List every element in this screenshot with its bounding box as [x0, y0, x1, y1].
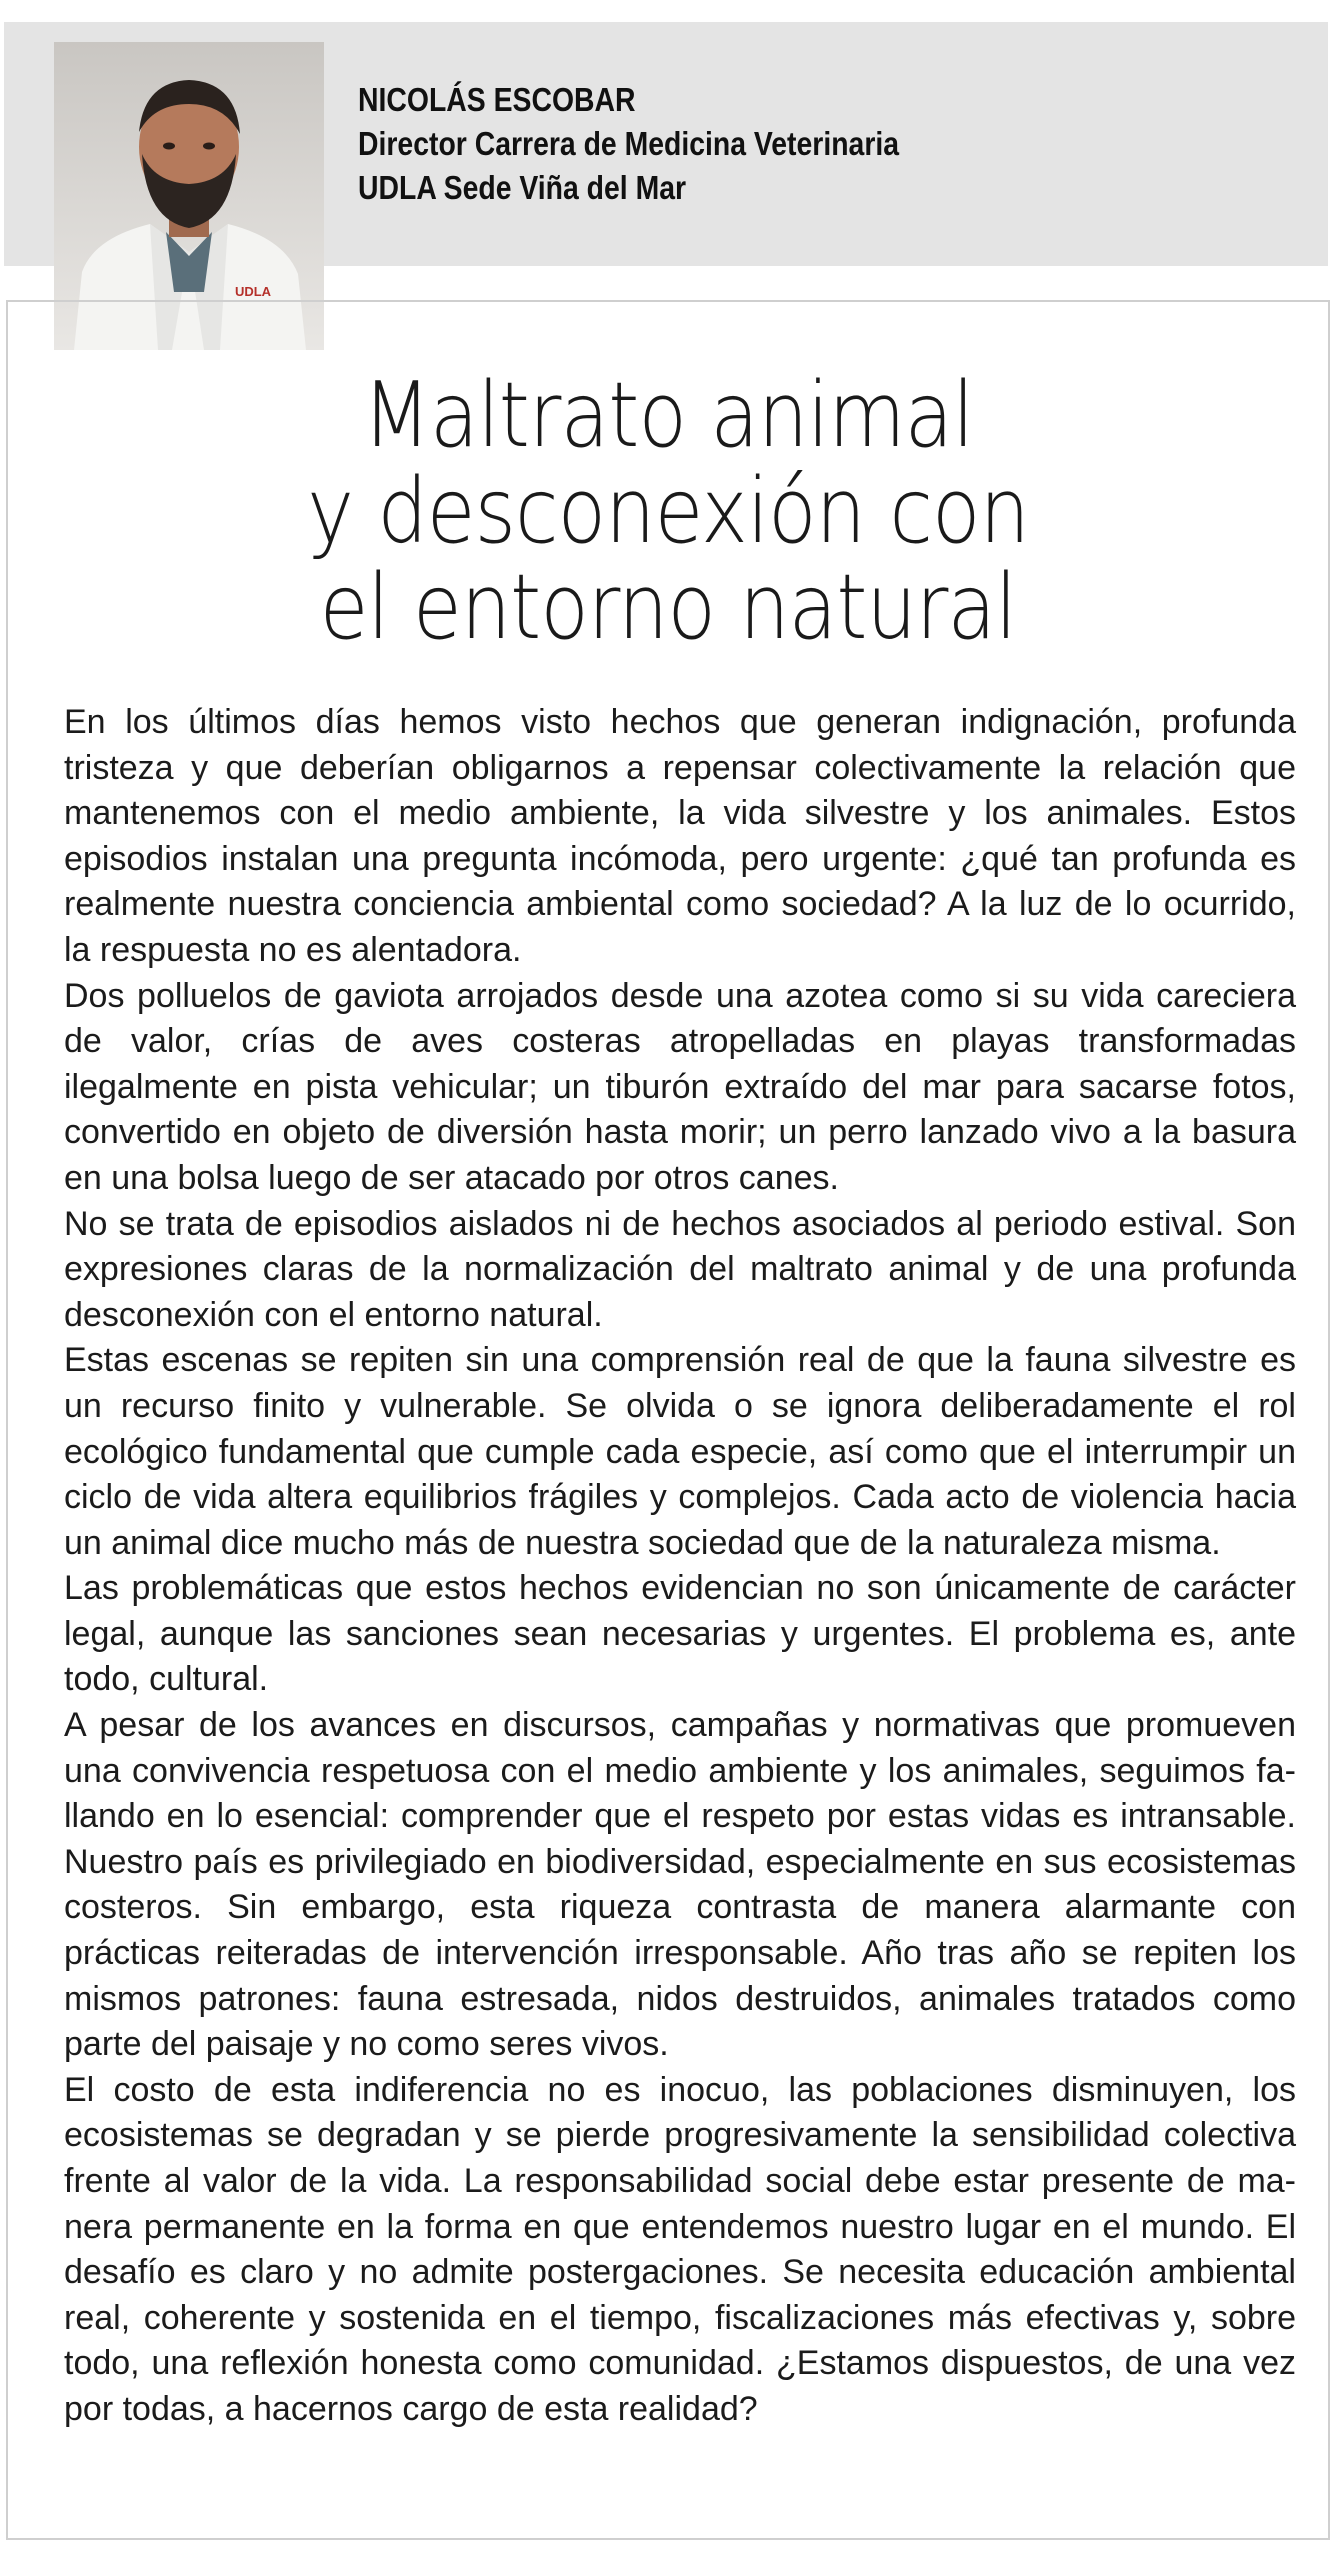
article-paragraph: En los últimos días hemos visto hechos que generan indignación, profunda tristeza y que deberían obligarnos a repensar colectivamente la relación que mantenemos con el medio ambiente, la vida silvestre y los animales. Estos episodios instalan una pregunta incómoda, pero urgente: ¿qué tan profunda es realmente nuestra conciencia ambiental como sociedad? A la luz de lo ocurrido, la respuesta no es alentadora.: [64, 703, 1296, 969]
article-paragraph: Dos polluelos de gaviota arrojados desde una azotea como si su vida careciera de valor, crías de aves costeras atropelladas en playas transformadas ilegalmente en pista vehicular; un tiburón extraído del mar para sacarse fotos, convertido en objeto de diversión hasta morir; un perro lanzado vivo a la basura en una bolsa luego de ser atacado por otros canes.: [64, 976, 1296, 1197]
title-line: y desconexión con: [307, 459, 1029, 564]
title-line: Maltrato animal: [362, 363, 974, 468]
article-paragraph: No se trata de episodios aislados ni de hechos asociados al periodo estival. Son expresiones claras de la normalización del maltrato animal y de una profunda desconexión con el entorno natural.: [64, 1204, 1296, 1334]
photo-badge-text: UDLA: [234, 284, 272, 299]
article-paragraph: Estas escenas se repiten sin una comprensión real de que la fauna silvestre es un recurso finito y vulnerable. Se olvida o se ignora deliberadamente el rol ecológico fundamental que cumple cada especie, así como que el interrumpir un ciclo de vida altera equilibrios frágiles y complejos. Cada acto de violencia hacia un animal dice mucho más de nuestra sociedad que de la naturaleza misma.: [64, 1341, 1296, 1562]
author-name: NICOLÁS ESCOBAR: [358, 81, 636, 118]
title-line: el entorno natural: [319, 555, 1017, 660]
article-title: [0, 363, 1336, 660]
author-role: Director Carrera de Medicina Veterinaria: [358, 125, 900, 162]
article-paragraph: El costo de esta indiferencia no es inocuo, las poblaciones disminuyen, los ecosistemas se degradan y se pierde progresivamente la sensibilidad colectiva frente al valor de la vida. La responsabilidad social debe estar presente de manera permanente en la forma en que entendemos nuestro lugar en el mundo. El desafío es claro y no admite postergaciones. Se necesita educación ambiental real, coherente y sostenida en el tiempo, fiscalizaciones más efectivas y, sobre todo, una reflexión honesta como comunidad. ¿Estamos dispuestos, de una vez por todas, a hacernos cargo de esta realidad?: [64, 2070, 1296, 2428]
author-institution: UDLA Sede Viña del Mar: [358, 169, 687, 206]
author-block: [358, 78, 899, 210]
article-body: [64, 700, 1296, 2433]
article-paragraph: Las problemáticas que estos hechos evidencian no son únicamente de carácter legal, aunque las sanciones sean necesarias y urgentes. El problema es, ante todo, cultural.: [64, 1569, 1296, 1699]
article-paragraph: A pesar de los avances en discursos, campañas y normativas que promueven una convivencia respetuosa con el medio ambiente y los animales, seguimos fallando en lo esencial: comprender que el respeto por estas vidas es intransable. Nuestro país es privilegiado en biodiversidad, especialmente en sus ecosistemas costeros. Sin embargo, esta riqueza contrasta de manera alarmante con prácticas reiteradas de intervención irresponsable. Año tras año se repiten los mismos patrones: fauna estresada, nidos destruidos, animales tratados como parte del paisaje y no como seres vivos.: [64, 1706, 1296, 2064]
